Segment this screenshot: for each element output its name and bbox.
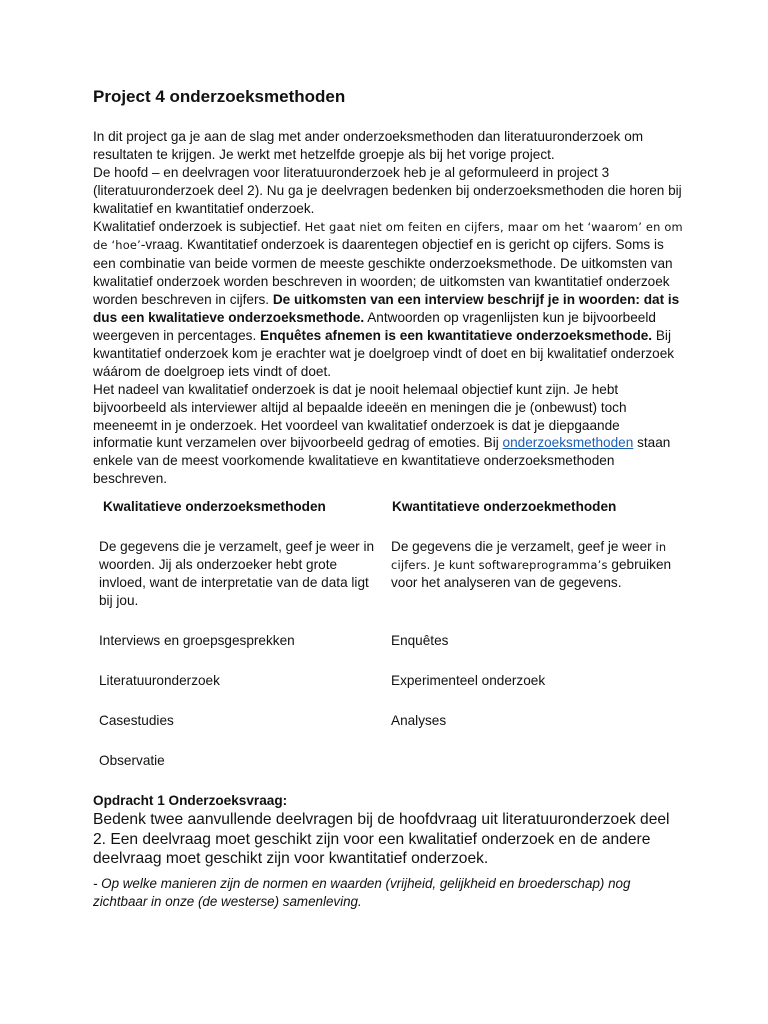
p3-text-a: Kwalitatief onderzoek is subjectief. [93,218,305,234]
methods-table [93,498,683,770]
p3-text-e: Bij kwantitatief onderzoek kom je erachter wat je doelgroep vindt of doet en bij kwalitatief onderzoek wáárom de doelgroep iets vindt of doet. [93,327,675,379]
table-row [93,632,683,650]
assignment-section [93,792,683,911]
intro-paragraph-3 [93,218,683,381]
table-row [93,712,683,730]
table-cell: Analyses [391,713,447,729]
intro-paragraph-2: De hoofd – en deelvragen voor literatuuronderzoek heb je al geformuleerd in project 3 (literatuuronderzoek deel 2). Nu ga je deelvragen bedenken bij onderzoeksmethoden die horen bij kwalitatief en kwantitatief onderzoek. [93,164,682,216]
p4-text-b: staan enkele van de meest voorkomende kwalitatieve en kwantitatieve onderzoeksmethoden beschreven. [93,435,671,487]
table-cell: Literatuuronderzoek [99,673,220,689]
description-kwalitatief: De gegevens die je verzamelt, geef je weer in woorden. Jij als onderzoeker hebt grote invloed, want de interpretatie van de data ligt bij jou. [99,539,375,609]
desc-right-b: in cijfers. Je kunt softwareprogramma’s [391,540,667,573]
document-page [93,86,683,911]
p3-bold-1: De uitkomsten van een interview beschrijf je in woorden: dat is dus een kwalitatieve onderzoeksmethode. [93,292,680,326]
table-cell: Experimenteel onderzoek [391,673,546,689]
assignment-body: Bedenk twee aanvullende deelvragen bij de hoofdvraag uit literatuuronderzoek deel 2. Een deelvraag moet geschikt zijn voor een kwalitatief onderzoek en de andere deelvraag moet geschikt zijn voor kwantitatief onderzoek. [93,811,670,868]
p3-text-b: Het gaat niet om feiten en cijfers, maar om het ‘waarom’ en om de ‘hoe’ [93,219,683,253]
table-row [93,672,683,690]
table-row [93,752,683,770]
intro-paragraph-1: In dit project ga je aan de slag met ander onderzoeksmethoden dan literatuuronderzoek om resultaten te krijgen. Je werkt met hetzelfde groepje als bij het vorige project. [93,129,644,162]
table-cell: Casestudies [99,713,174,729]
p3-text-d: Antwoorden op vragenlijsten kun je bijvoorbeeld weergeven in percentages. [93,310,656,343]
header-kwalitatief: Kwalitatieve onderzoeksmethoden [103,499,326,515]
description-kwantitatief [385,538,683,610]
intro-paragraph-4 [93,381,683,488]
p3-text-c: -vraag. Kwantitatief onderzoek is daarentegen objectief en is gericht op cijfers. Soms is een combinatie van beide vormen de meeste geschikte onderzoeksmethode. De uitkomsten van kwalitatief onderzoek worden beschreven in woorden; de uitkomsten van kwantitatief onderzoek worden beschreven in cijfers. [93,237,673,308]
table-cell: Enquêtes [391,633,449,649]
assignment-heading: Opdracht 1 Onderzoeksvraag: [93,793,288,809]
table-cell: Observatie [99,753,165,769]
onderzoeksmethoden-link[interactable]: onderzoeksmethoden [502,435,634,451]
header-kwantitatief: Kwantitatieve onderzoekmethoden [392,499,617,515]
table-cell: Interviews en groepsgesprekken [99,633,295,649]
desc-right-c: gebruiken voor het analyseren van de gegevens. [391,557,672,591]
p3-bold-2: Enquêtes afnemen is een kwantitatieve onderzoeksmethode. [260,327,653,343]
table-description-row [93,538,683,610]
assignment-note: - Op welke manieren zijn de normen en waarden (vrijheid, gelijkheid en broederschap) nog zichtbaar in onze (de westerse) samenleving. [93,875,631,909]
page-title: Project 4 onderzoeksmethoden [93,87,346,106]
table-header-row [93,498,683,516]
desc-right-a: De gegevens die je verzamelt, geef je weer [391,539,656,555]
intro-text [93,128,683,488]
p4-text-a: Het nadeel van kwalitatief onderzoek is dat je nooit helemaal objectief kunt zijn. Je hebt bijvoorbeeld als interviewer altijd al bepaalde ideeën en meningen die je (onbewust) toch meeneemt in je onderzoek. Het voordeel van kwalitatief onderzoek is dat je diepgaande informatie kunt verzamelen over bijvoorbeeld gedrag of emoties. Bij [93,381,627,451]
table-cell [385,752,683,770]
